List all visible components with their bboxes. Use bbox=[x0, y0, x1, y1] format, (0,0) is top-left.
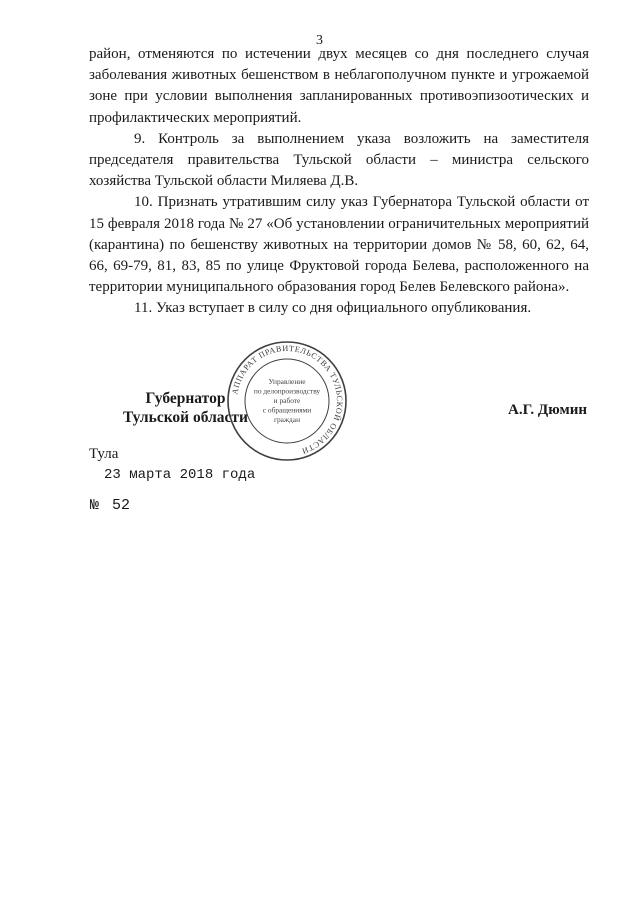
svg-text:АППАРАТ ПРАВИТЕЛЬСТВА ТУЛЬСКОЙ: АППАРАТ ПРАВИТЕЛЬСТВА ТУЛЬСКОЙ ОБЛАСТИ bbox=[230, 343, 345, 456]
number-value: 52 bbox=[112, 497, 131, 514]
signing-date: 23 марта 2018 года bbox=[104, 467, 256, 483]
page-number: 3 bbox=[316, 33, 323, 48]
governor-title-line1: Губернатор bbox=[145, 390, 226, 407]
decree-number bbox=[90, 497, 130, 514]
seal-inner-line: Управление bbox=[268, 377, 306, 386]
seal-inner-line: с обращениями bbox=[262, 405, 312, 415]
paragraph-9: 9. Контроль за выполнением указа возложить на заместителя председателя правительства Тульской области – министра сельского хозяйства Тульской области Миляева Д.В. bbox=[89, 130, 589, 190]
governor-title-line2: Тульской области bbox=[123, 409, 248, 426]
seal-inner-line: и работе bbox=[273, 396, 301, 405]
seal-inner-line: по делопроизводству bbox=[253, 386, 321, 396]
decree-body bbox=[89, 44, 589, 320]
governor-name: А.Г. Дюмин bbox=[508, 402, 588, 418]
seal-inner-line: граждан bbox=[273, 415, 301, 424]
paragraph-continuation: район, отменяются по истечении двух месяцев со дня последнего случая заболевания животных бешенством в неблагополучном пункте и угрожаемой зоне при условии выполнения запланированных противоэпизоотических и профилактических мероприятий. bbox=[89, 46, 589, 126]
official-stamp-icon bbox=[226, 340, 348, 462]
paragraph-11: 11. Указ вступает в силу со дня официального опубликования. bbox=[134, 300, 532, 317]
paragraph-10: 10. Признать утратившим силу указ Губернатора Тульской области от 15 февраля 2018 года № 27 «Об установлении ограничительных мероприятий (карантина) по бешенству животных на территории домов № 58, 60, 62, 64, 66, 69-79, 81, 83, 85 по улице Фруктовой города Белева, расположенного на территории муниципального образования город Белев Белевского района». bbox=[89, 194, 589, 296]
city: Тула bbox=[89, 446, 119, 462]
number-sign: № bbox=[90, 497, 100, 514]
